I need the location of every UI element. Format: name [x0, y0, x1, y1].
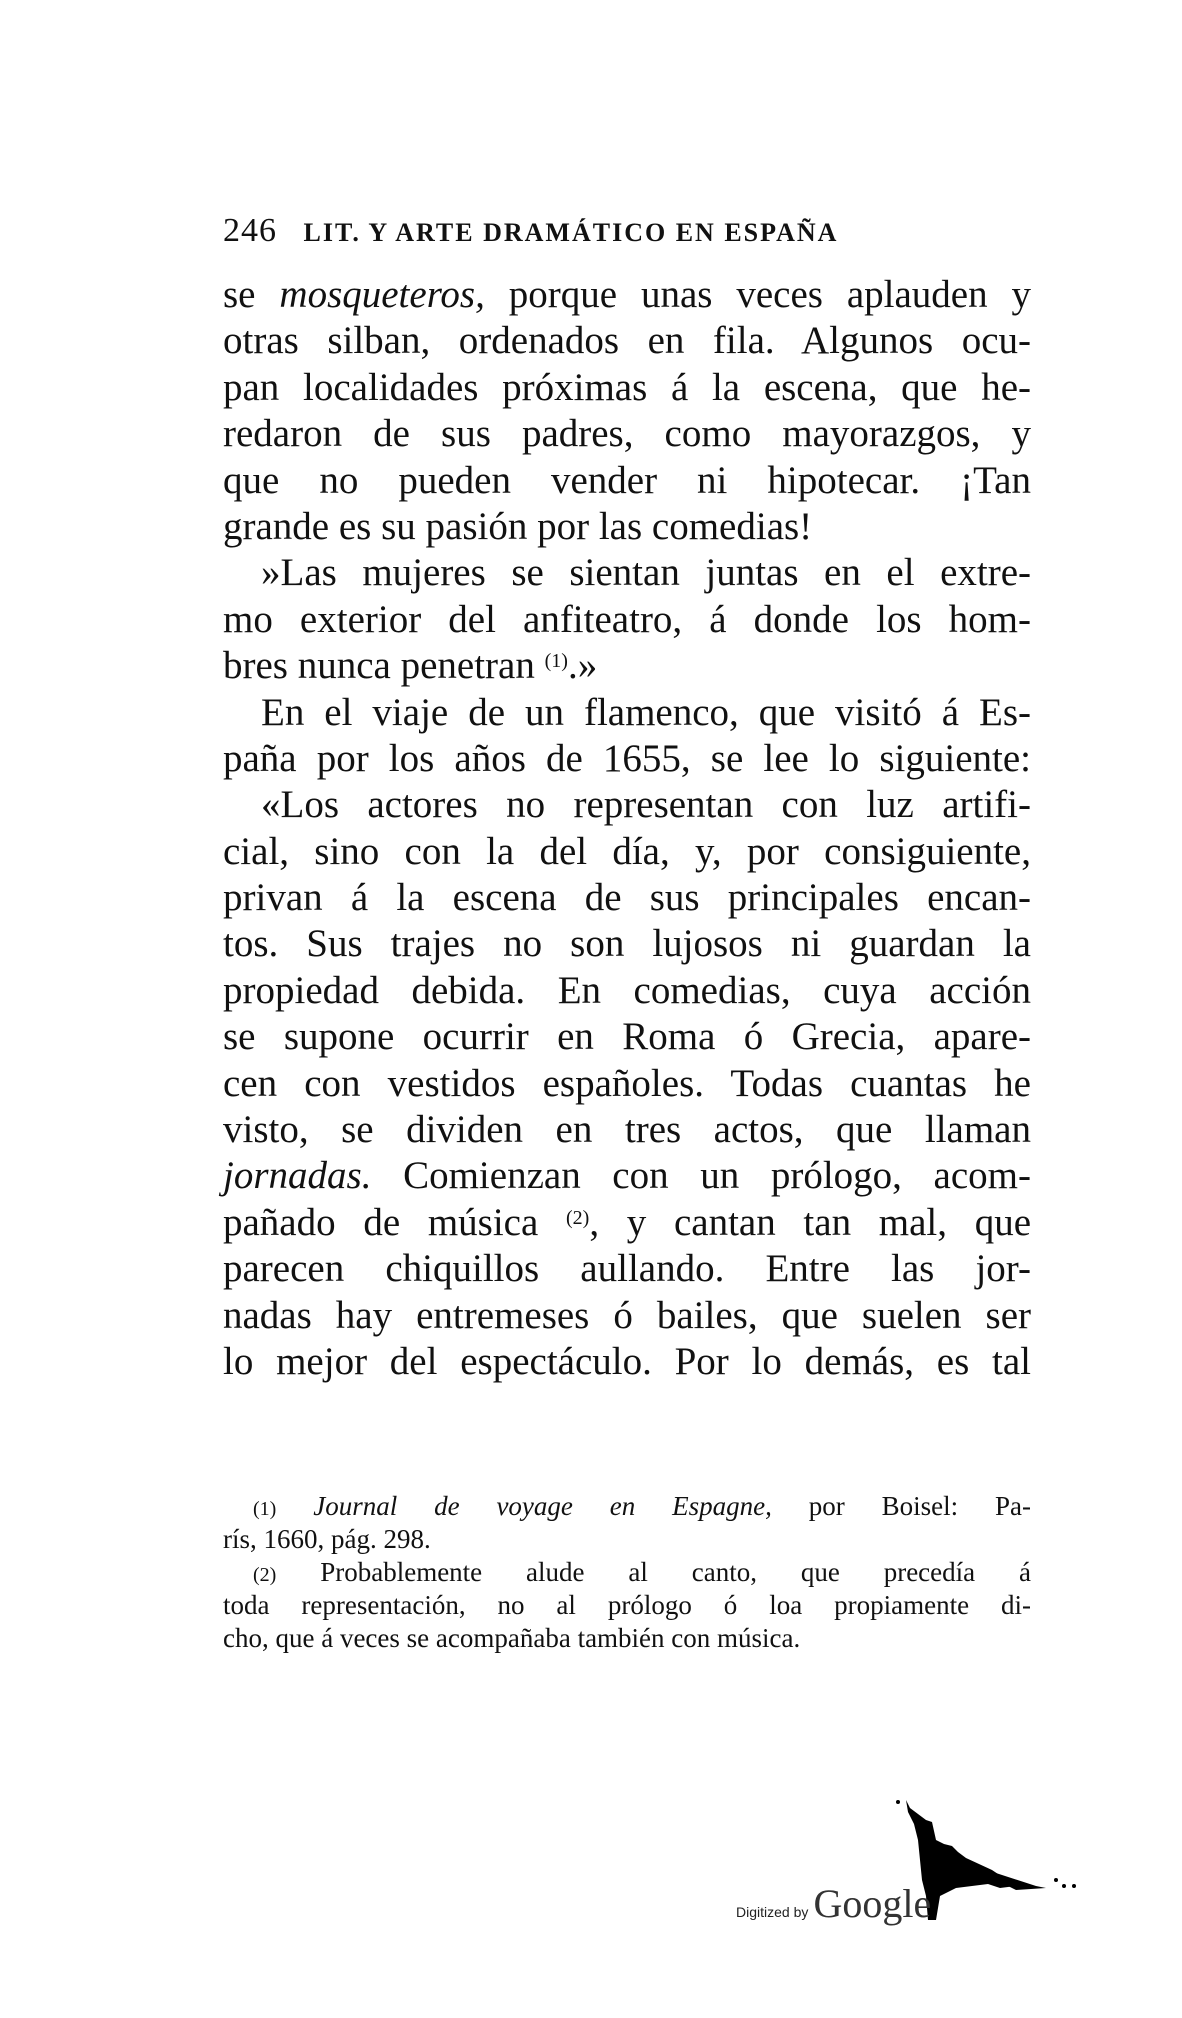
- text-fragment: por Boisel: Pa-: [808, 1491, 1032, 1521]
- text-line: »Las mujeres se sientan juntas en el extre-: [261, 551, 1031, 595]
- text-line: tos. Sus trajes no son lujosos ni guardan la: [223, 922, 1031, 966]
- footnote-ref: (2): [566, 1206, 590, 1229]
- text-line: [223, 1153, 1031, 1199]
- body-text: [223, 272, 1031, 1385]
- text-fragment: , y cantan tan mal, que: [589, 1200, 1032, 1244]
- text-fragment: pañado de música: [223, 1200, 539, 1244]
- footnote-line: toda representación, no al prólogo ó loa propiamente di-: [223, 1590, 1031, 1620]
- footnote-line: rís, 1660, pág. 298.: [223, 1524, 431, 1554]
- text-line: nadas hay entremeses ó bailes, que suelen ser: [223, 1293, 1031, 1337]
- text-line: grande es su pasión por las comedias!: [223, 504, 813, 548]
- text-line: [223, 272, 1031, 318]
- watermark-brand: Google: [813, 1881, 932, 1926]
- text-line: que no pueden vender ni hipotecar. ¡Tan: [223, 458, 1031, 502]
- italic-term: jornadas.: [223, 1154, 372, 1198]
- text-line: [223, 643, 1031, 689]
- text-line: visto, se dividen en tres actos, que llaman: [223, 1108, 1031, 1152]
- text-line: redaron de sus padres, como mayorazgos, y: [223, 412, 1031, 456]
- text-line: cial, sino con la del día, y, por consiguiente,: [223, 829, 1031, 873]
- text-line: «Los actores no representan con luz artifi-: [261, 783, 1031, 827]
- text-line: privan á la escena de sus principales encan-: [223, 876, 1031, 920]
- text-fragment: porque unas veces aplauden y: [508, 273, 1032, 316]
- text-fragment: .»: [567, 644, 598, 688]
- text-line: [223, 1200, 1031, 1246]
- text-line: otras silban, ordenados en fila. Algunos ocu-: [223, 319, 1031, 363]
- text-line: mo exterior del anfiteatro, á donde los hom-: [223, 597, 1031, 641]
- text-fragment: se: [223, 273, 256, 316]
- text-line: cen con vestidos españoles. Todas cuantas he: [223, 1061, 1031, 1105]
- footnotes: [223, 1490, 1031, 1655]
- text-fragment: Probablemente alude al canto, que precedía á: [320, 1557, 1031, 1587]
- footnote-line: cho, que á veces se acompañaba también con música.: [223, 1623, 801, 1653]
- running-head: [223, 212, 1023, 250]
- text-line: pan localidades próximas á la escena, que he-: [223, 365, 1031, 409]
- text-line: paña por los años de 1655, se lee lo siguiente:: [223, 736, 1031, 780]
- footnote-title: Journal de voyage en Espagne,: [313, 1491, 772, 1521]
- watermark-prefix: Digitized by: [736, 1904, 809, 1920]
- footnote-ref: (1): [544, 650, 568, 673]
- running-title: LIT. Y ARTE DRAMÁTICO EN ESPAÑA: [303, 218, 839, 247]
- text-line: parecen chiquillos aullando. Entre las jor-: [223, 1247, 1031, 1291]
- text-line: se supone ocurrir en Roma ó Grecia, apare-: [223, 1015, 1031, 1059]
- text-line: En el viaje de un flamenco, que visitó á Es-: [261, 690, 1031, 734]
- page-number: 246: [223, 212, 277, 249]
- text-line: propiedad debida. En comedias, cuya acción: [223, 968, 1031, 1012]
- footnote-marker: (2): [253, 1564, 277, 1586]
- italic-term: mosqueteros,: [279, 273, 485, 316]
- footnote-line: [223, 1490, 1031, 1523]
- footnote-line: [223, 1556, 1031, 1589]
- text-fragment: Comienzan con un prólogo, acom-: [403, 1154, 1031, 1198]
- text-line: lo mejor del espectáculo. Por lo demás, es tal: [223, 1339, 1031, 1383]
- text-fragment: bres nunca penetran: [223, 644, 535, 688]
- digitized-by-watermark: [736, 1880, 931, 1940]
- footnote-marker: (1): [253, 1498, 277, 1520]
